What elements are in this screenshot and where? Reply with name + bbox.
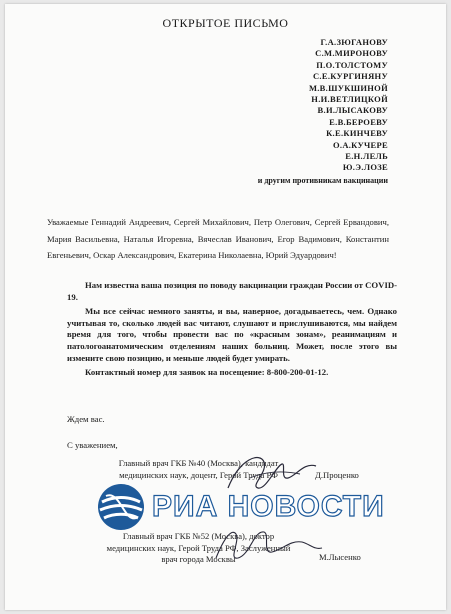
recipient: О.А.КУЧЕРЕ [332, 139, 388, 150]
recipient-list [188, 37, 388, 186]
recipient: Е.В.БЕРОЕВУ [329, 116, 388, 127]
body-paragraph: Нам известна ваша позиция по поводу вакцинации граждан России от COVID-19. [67, 280, 397, 302]
recipient: К.Е.КИНЧЕВУ [326, 128, 388, 139]
greeting-text: Уважаемые Геннадий Андреевич, Сергей Михайлович, Петр Олегович, Сергей Ервандович, Мария Васильевна, Наталья Игоревна, Вячеслав Иванович, Егор Вадимович, Константин Евгеньевич, Оскар Александрович, Екатерина Николаевна, Юрий Эдуардович! [47, 217, 389, 260]
recipient: В.И.ЛЫСАКОВУ [317, 105, 388, 116]
recipient: П.О.ТОЛСТОМУ [316, 59, 388, 70]
signatory-1-title: Главный врач ГКБ №40 (Москва), кандидат медицинских наук, доцент, Герой Труда РФ [118, 458, 279, 480]
body-paragraph: Мы все сейчас немного заняты, и вы, наверное, догадываетесь, чем. Однако учитывая то, сколько людей вас читают, слушают и прислушиваются, мы найдем время для того, чтобы провести вас по «красным зонам», реанимациям и патологоанатомическим отделениям наших больниц. Может, после этого вы измените свою позицию, и меньше людей будет умирать. [67, 306, 397, 363]
recipient-others: и другим противникам вакцинации [257, 175, 388, 185]
letter-page [5, 4, 446, 610]
recipient: С.Е.КУРГИНЯНУ [312, 71, 388, 82]
signatory-2-title: Главный врач ГКБ №52 (Москва), доктор медицинских наук, Герой Труда РФ, Заслуженный врач города Москвы [106, 531, 291, 564]
recipient: Н.И.ВЕТЛИЦКОЙ [311, 94, 388, 105]
waiting-line: Ждем вас. [67, 414, 105, 424]
recipient: С.М.МИРОНОВУ [315, 48, 388, 59]
regards-line: С уважением, [67, 440, 118, 450]
recipient: Г.А.ЗЮГАНОВУ [320, 37, 388, 47]
recipient: Е.Н.ЛЕЛЬ [345, 151, 388, 162]
letter-title: ОТКРЫТОЕ ПИСЬМО [162, 16, 289, 30]
signatory-1-name: Д.Проценко [315, 470, 359, 480]
ria-novosti-watermark [96, 481, 426, 533]
body-paragraph: Контактный номер для заявок на посещение: 8-800-200-01-12. [85, 367, 329, 378]
letter-body [67, 280, 397, 382]
signatory-2-name: М.Лысенко [319, 552, 361, 562]
ria-globe-logo-icon [96, 482, 146, 532]
ria-novosti-text: РИА НОВОСТИ [152, 490, 385, 523]
recipient: М.В.ШУКШИНОЙ [308, 82, 388, 93]
recipient: Ю.Э.ЛОЗЕ [342, 162, 388, 173]
